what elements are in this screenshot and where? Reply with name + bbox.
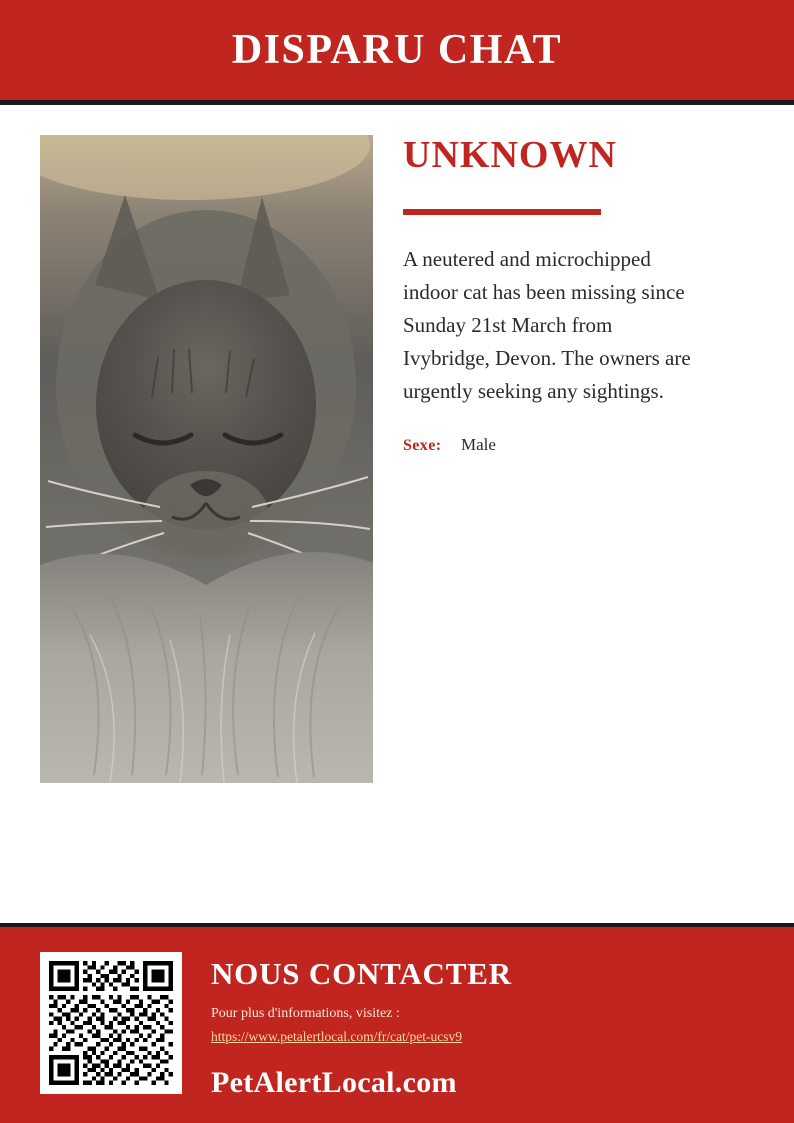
qr-code[interactable]: [40, 952, 182, 1094]
pet-description: A neutered and microchipped indoor cat has been missing since Sunday 21st March from Ivybridge, Devon. The owners are urgently seeking any sightings.: [403, 246, 691, 404]
qr-code-image: [49, 961, 173, 1085]
main-content: [0, 105, 794, 895]
pet-photo: [40, 135, 373, 783]
poster-header: [0, 0, 794, 100]
page-title: DISPARU CHAT: [231, 27, 563, 73]
footer-text-block: [182, 952, 512, 1098]
photo-column: [40, 135, 373, 895]
site-name: PetAlertLocal.com: [211, 1066, 457, 1099]
pet-name: UNKNOWN: [403, 134, 617, 176]
attribute-value: Male: [461, 434, 496, 454]
contact-title: NOUS CONTACTER: [211, 956, 512, 991]
cat-photo-illustration: [40, 135, 373, 783]
poster-footer: [0, 923, 794, 1123]
contact-url-link[interactable]: https://www.petalertlocal.com/fr/cat/pet-ucsv9: [211, 1029, 463, 1044]
footer-inner: [0, 927, 794, 1098]
contact-subtitle: Pour plus d'informations, visitez :: [211, 1006, 400, 1021]
info-column: [373, 135, 772, 895]
title-underline: [403, 209, 601, 215]
attribute-label: Sexe:: [403, 436, 442, 454]
pet-attribute-sex: [403, 435, 772, 455]
